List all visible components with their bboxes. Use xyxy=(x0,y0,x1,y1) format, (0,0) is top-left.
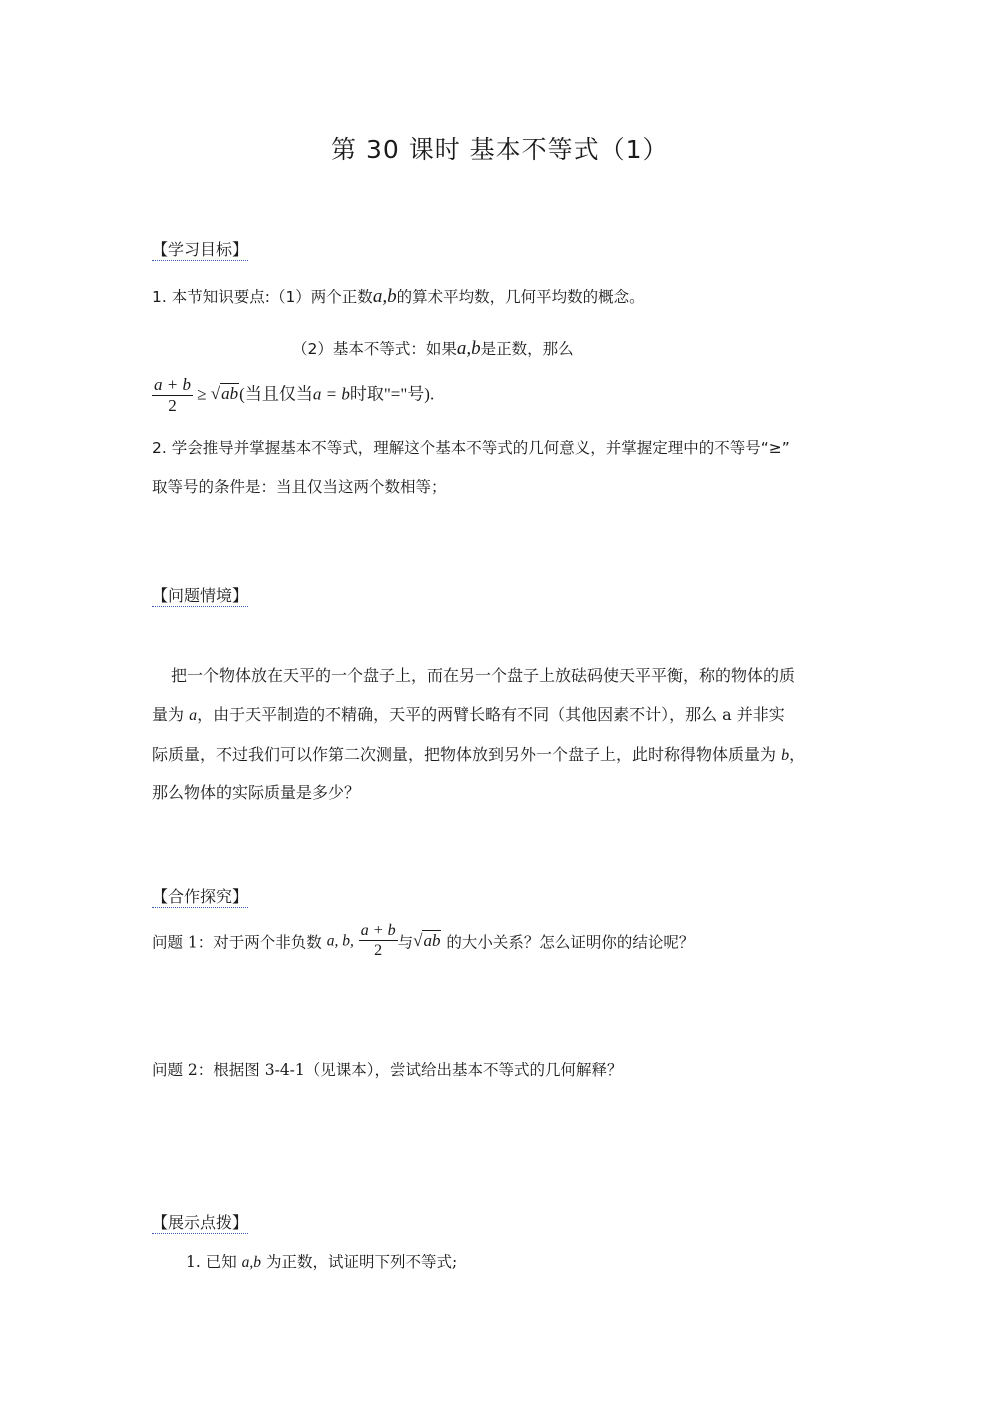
question-1-fraction xyxy=(359,922,398,961)
page-title: 第 30 课时 基本不等式（1） xyxy=(331,135,669,164)
goal-item-1-vars: a,b xyxy=(372,286,397,307)
formula-sqrt: √ab xyxy=(210,384,239,404)
section-heading-situation xyxy=(152,583,248,606)
situation-line-2 xyxy=(152,702,785,725)
goal-item-1-prefix: 1. 本节知识要点:（1）两个正数 xyxy=(152,288,373,306)
formula-numerator: a + b xyxy=(154,375,191,394)
formula-fraction xyxy=(152,375,193,416)
section-heading-goals xyxy=(152,237,248,260)
question-1-vars: a, b, xyxy=(326,932,354,950)
formula-tail-2: 时取"="号). xyxy=(349,384,435,404)
formula-tail-eq: a = b xyxy=(312,384,350,404)
formula-radicand: ab xyxy=(221,384,239,404)
goal-item-2 xyxy=(292,337,574,360)
formula-denominator: 2 xyxy=(168,395,177,415)
situation-line-2-b: ，由于天平制造的不精确，天平的两臂长略有不同（其他因素不计），那么 a 并非实 xyxy=(197,705,785,724)
goal-item-2-prefix: （2）基本不等式：如果 xyxy=(292,340,457,358)
situation-line-4: 那么物体的实际质量是多少？ xyxy=(152,783,361,802)
goal-item-1 xyxy=(152,285,645,308)
section-heading-show xyxy=(152,1210,248,1233)
formula-tail-1: (当且仅当 xyxy=(239,384,313,404)
question-1-radicand: ab xyxy=(423,931,441,951)
inequality-formula xyxy=(152,375,434,416)
goal-item-3-line-2: 取等号的条件是：当且仅当这两个数相等； xyxy=(152,478,447,496)
formula-geq: ≥ xyxy=(197,384,207,404)
section-label: 【合作探究】 xyxy=(152,887,249,906)
section-label: 【问题情境】 xyxy=(152,586,249,605)
situation-line-1: 把一个物体放在天平的一个盘子上，而在另一个盘子上放砝码使天平平衡，称的物体的质 xyxy=(171,666,796,685)
question-1-sqrt: √ab xyxy=(413,931,441,951)
goal-item-2-vars: a,b xyxy=(456,338,481,359)
question-1-mid: 与 xyxy=(397,933,414,952)
section-heading-explore xyxy=(152,884,248,907)
section-label: 【学习目标】 xyxy=(152,240,249,259)
goal-item-3-line-1: 2. 学会推导并掌握基本不等式，理解这个基本不等式的几何意义，并掌握定理中的不等号“≥” xyxy=(152,439,790,457)
show-item-1-vars: a,b xyxy=(241,1254,262,1271)
show-item-1-suffix: 为正数，试证明下列不等式; xyxy=(261,1253,458,1271)
question-1 xyxy=(152,922,694,961)
situation-var-a: a xyxy=(189,707,198,724)
situation-line-3-b: ， xyxy=(789,745,806,764)
goal-item-1-suffix: 的算术平均数，几何平均数的概念。 xyxy=(396,288,645,306)
question-1-suffix: 的大小关系？怎么证明你的结论呢？ xyxy=(441,933,695,952)
question-2: 问题 2：根据图 3-4-1（见课本），尝试给出基本不等式的几何解释？ xyxy=(152,1061,623,1079)
situation-line-2-a: 量为 xyxy=(152,705,190,724)
section-label: 【展示点拨】 xyxy=(152,1213,249,1232)
show-item-1 xyxy=(186,1250,457,1272)
question-1-numerator: a + b xyxy=(359,922,398,941)
goal-item-2-suffix: 是正数，那么 xyxy=(480,340,574,358)
question-1-denominator: 2 xyxy=(374,942,383,960)
situation-line-3 xyxy=(152,742,805,765)
show-item-1-prefix: 1. 已知 xyxy=(186,1253,242,1271)
situation-var-b: b xyxy=(781,747,790,764)
question-1-prefix: 问题 1：对于两个非负数 xyxy=(152,933,327,952)
situation-line-3-a: 际质量，不过我们可以作第二次测量，把物体放到另外一个盘子上，此时称得物体质量为 xyxy=(152,745,782,764)
